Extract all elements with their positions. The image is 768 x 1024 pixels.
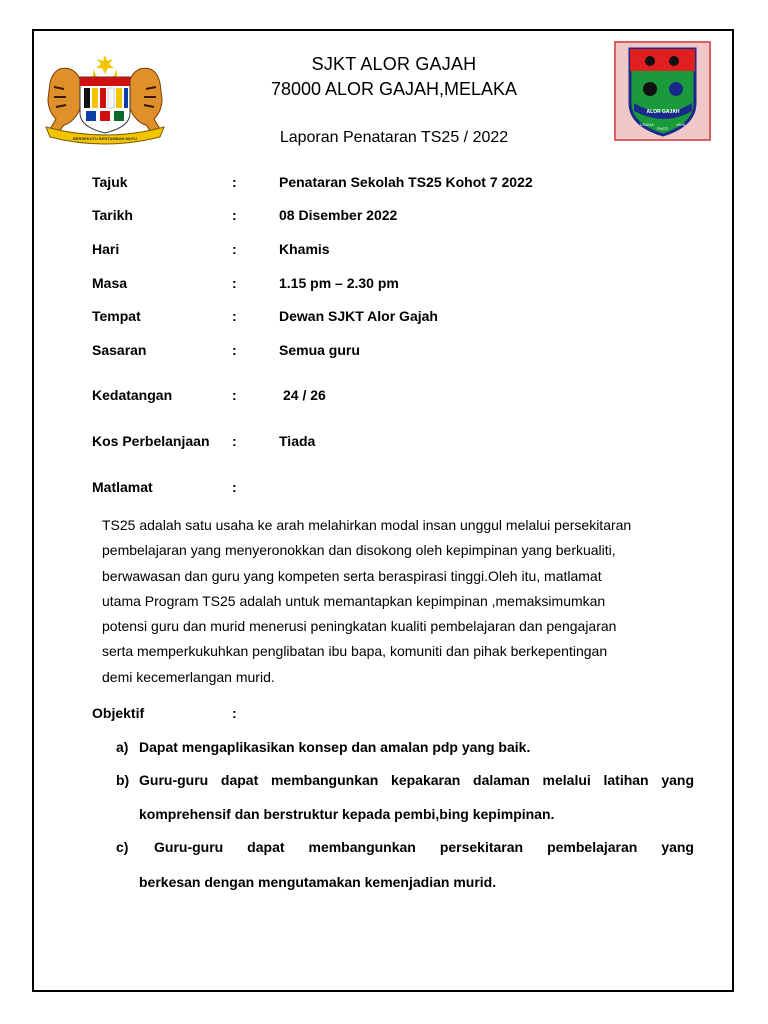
- paragraph-line: berwawasan dan guru yang kompeten serta beraspirasi tinggi.Oleh itu, matlamat: [102, 567, 602, 584]
- objective-text: Guru-guru dapat membangunkan persekitaran pembelajaran yang: [154, 839, 694, 855]
- field-label-tarikh: Tarikh: [92, 207, 133, 223]
- matlamat-label: Matlamat: [92, 479, 153, 495]
- field-label-masa: Masa: [92, 275, 128, 291]
- field-value-hari: Khamis: [279, 241, 330, 257]
- field-label-kos: Kos Perbelanjaan: [92, 433, 210, 449]
- field-label-tempat: Tempat: [92, 308, 141, 324]
- objektif-colon: :: [232, 705, 237, 721]
- school-logo-motto-left: USAHA: [640, 122, 654, 127]
- field-value-tajuk: Penataran Sekolah TS25 Kohot 7 2022: [279, 174, 533, 190]
- field-colon: :: [232, 342, 237, 358]
- school-logo-banner: ALOR GAJAH: [646, 109, 680, 115]
- paragraph-line: serta memperkukuhkan penglibatan ibu bapa, komuniti dan pihak berkepentingan: [102, 643, 608, 660]
- paragraph-line: pembelajaran yang menyeronokkan dan disokong oleh kepimpinan yang berkualiti,: [102, 542, 616, 559]
- field-label-hari: Hari: [92, 241, 120, 257]
- objective-text: Dapat mengaplikasikan konsep dan amalan pdp yang baik.: [139, 739, 531, 755]
- school-address: 78000 ALOR GAJAH,MELAKA: [270, 79, 518, 99]
- field-value-tempat: Dewan SJKT Alor Gajah: [279, 308, 438, 324]
- paragraph-line: TS25 adalah satu usaha ke arah melahirkan modal insan unggul melalui persekitaran: [102, 517, 632, 533]
- objektif-label: Objektif: [92, 705, 145, 721]
- school-logo-motto-mid: PASTI: [657, 126, 669, 131]
- field-label-kedatangan: Kedatangan: [92, 387, 173, 403]
- crest-motto: BERSEKUTU BERTAMBAH MUTU: [72, 136, 138, 141]
- field-colon: :: [232, 241, 237, 257]
- paragraph-line: demi kecemerlangan murid.: [102, 668, 275, 685]
- field-value-masa: 1.15 pm – 2.30 pm: [279, 275, 399, 291]
- field-colon: :: [232, 207, 237, 223]
- field-label-tajuk: Tajuk: [92, 174, 128, 190]
- field-colon: :: [232, 275, 237, 291]
- school-logo-motto-right: JAYA: [676, 122, 686, 127]
- field-value-kedatangan: 24 / 26: [283, 387, 326, 403]
- field-value-tarikh: 08 Disember 2022: [279, 207, 398, 223]
- field-value-sasaran: Semua guru: [279, 342, 360, 358]
- field-value-kos: Tiada: [279, 433, 316, 449]
- matlamat-paragraph: [102, 513, 702, 690]
- field-label-sasaran: Sasaran: [92, 342, 147, 358]
- objective-text: Guru-guru dapat membangunkan kepakaran dalaman melalui latihan yang: [139, 772, 694, 788]
- field-colon: :: [232, 433, 237, 449]
- objective-text: komprehensif dan berstruktur kepada pembi,bing kepimpinan.: [139, 806, 555, 822]
- paragraph-line: potensi guru dan murid menerusi peningkatan kualiti pembelajaran dan pengajaran: [102, 618, 617, 635]
- matlamat-colon: :: [232, 479, 237, 495]
- report-title: Laporan Penataran TS25 / 2022: [279, 129, 509, 146]
- field-colon: :: [232, 308, 237, 324]
- objective-text: berkesan dengan mengutamakan kemenjadian murid.: [139, 874, 497, 890]
- field-colon: :: [232, 174, 237, 190]
- objective-marker: b): [116, 772, 130, 788]
- school-name: SJKT ALOR GAJAH: [311, 54, 477, 74]
- objective-marker: c): [116, 839, 129, 855]
- objective-marker: a): [116, 739, 129, 755]
- field-colon: :: [232, 387, 237, 403]
- paragraph-line: utama Program TS25 adalah untuk memantapkan kepimpinan ,memaksimumkan: [102, 592, 606, 609]
